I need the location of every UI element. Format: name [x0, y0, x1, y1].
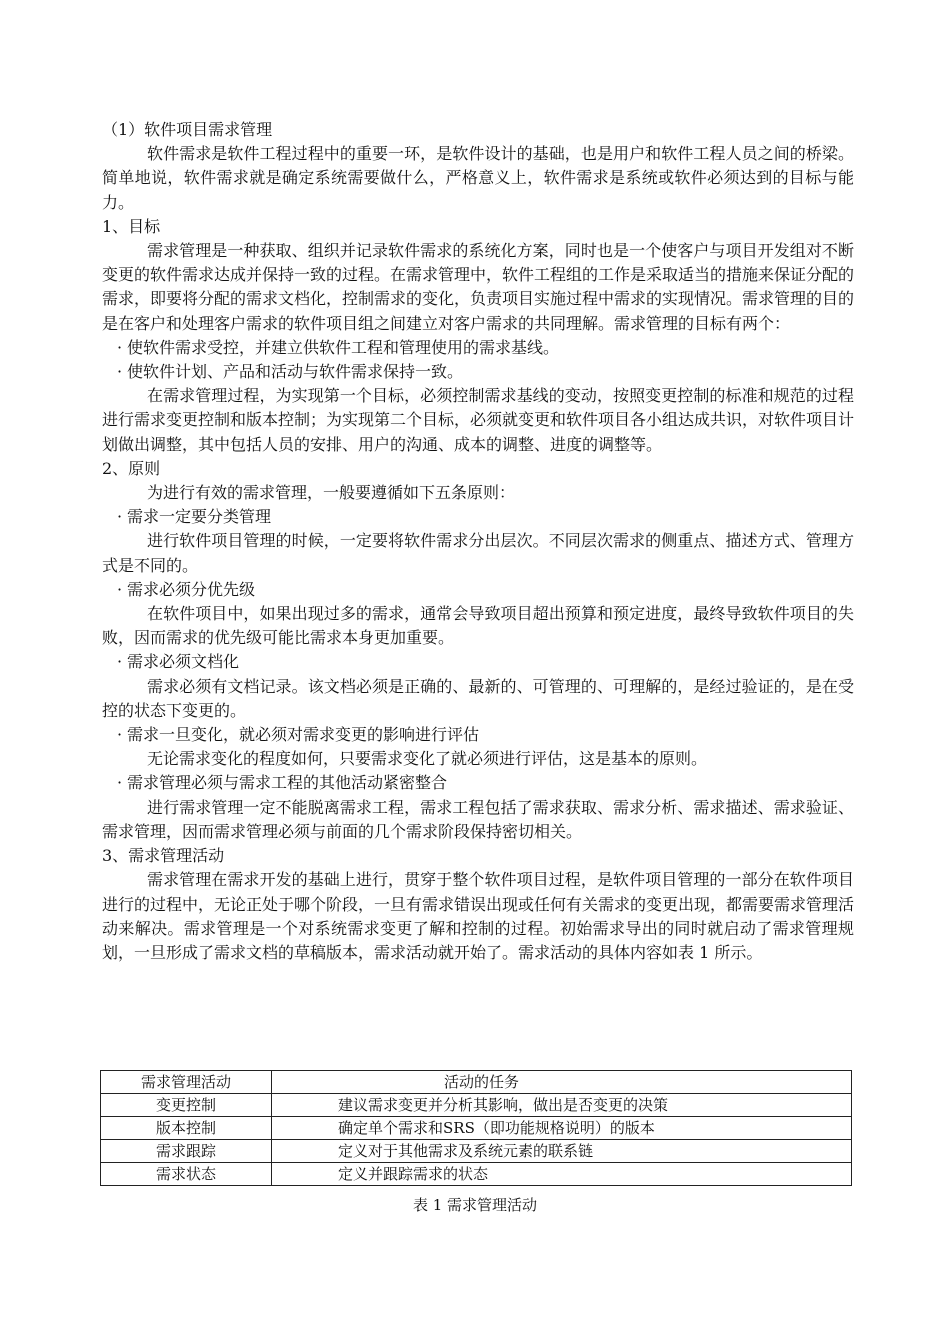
activities-paragraph: 需求管理在需求开发的基础上进行，贯穿于整个软件项目过程，是软件项目管理的一部分在软件项目进行的过程中，无论正处于哪个阶段，一旦有需求错误出现或任何有关需求的变更出现，都需要需求管理活动来解决。需求管理是一个对系统需求变更了解和控制的过程。初始需求导出的同时就启动了需求管理规划，一旦形成了需求文档的草稿版本，需求活动就开始了。需求活动的具体内容如表 1 所示。 [102, 870, 855, 962]
bullet-mark: · [117, 507, 123, 527]
goal-bullet [102, 336, 854, 360]
table-cell-task: 确定单个需求和SRS（即功能规格说明）的版本 [272, 1117, 852, 1140]
principle-title-text: 需求一定要分类管理 [127, 507, 272, 527]
table-header-activity: 需求管理活动 [101, 1071, 272, 1094]
principle-text: 在软件项目中，如果出现过多的需求，通常会导致项目超出预算和预定进度，最终导致软件项目的失败，因而需求的优先级可能比需求本身更加重要。 [102, 604, 854, 648]
table-cell-task: 定义并跟踪需求的状态 [272, 1163, 852, 1186]
table-header-task: 活动的任务 [272, 1071, 852, 1094]
table-header-row [101, 1071, 852, 1094]
principle-text: 无论需求变化的程度如何，只要需求变化了就必须进行评估，这是基本的原则。 [147, 749, 708, 769]
principle-title-text: 需求必须文档化 [127, 652, 240, 672]
principle-title [102, 723, 854, 747]
table-cell-activity: 变更控制 [101, 1094, 272, 1117]
bullet-mark: · [117, 725, 123, 745]
goal-heading: 1、目标 [102, 216, 161, 236]
principle-title [102, 505, 854, 529]
goal-bullet-text: 使软件计划、产品和活动与软件需求保持一致。 [127, 362, 464, 382]
table-cell-task: 定义对于其他需求及系统元素的联系链 [272, 1140, 852, 1163]
bullet-mark: · [117, 652, 123, 672]
principle-title-text: 需求管理必须与需求工程的其他活动紧密整合 [127, 773, 448, 793]
bullet-mark: · [117, 579, 123, 599]
table-cell-task: 建议需求变更并分析其影响，做出是否变更的决策 [272, 1094, 852, 1117]
principle-title [102, 650, 854, 674]
activities-heading: 3、需求管理活动 [102, 846, 225, 866]
section-title: （1）软件项目需求管理 [102, 120, 273, 139]
activities-table [100, 1070, 852, 1186]
principle-title [102, 578, 854, 602]
table-row [101, 1094, 852, 1117]
intro-paragraph: 软件需求是软件工程过程中的重要一环，是软件设计的基础，也是用户和软件工程人员之间的桥梁。简单地说，软件需求就是确定系统需要做什么，严格意义上，软件需求是系统或软件必须达到的目标与能力。 [102, 144, 854, 212]
goal-paragraph-2: 在需求管理过程，为实现第一个目标，必须控制需求基线的变动，按照变更控制的标准和规范的过程进行需求变更控制和版本控制；为实现第二个目标，必须就变更和软件项目各小组达成共识，对软件项目计划做出调整，其中包括人员的安排、用户的沟通、成本的调整、进度的调整等。 [102, 386, 855, 454]
principle-title-text: 需求必须分优先级 [127, 579, 256, 599]
table-cell-activity: 需求跟踪 [101, 1140, 272, 1163]
principle-title-text: 需求一旦变化，就必须对需求变更的影响进行评估 [127, 725, 480, 745]
goal-bullet [102, 360, 854, 384]
table-cell-activity: 需求状态 [101, 1163, 272, 1186]
bullet-mark: · [117, 337, 123, 357]
bullet-mark: · [117, 773, 123, 793]
table-cell-activity: 版本控制 [101, 1117, 272, 1140]
goal-paragraph: 需求管理是一种获取、组织并记录软件需求的系统化方案，同时也是一个使客户与项目开发组对不断变更的软件需求达成并保持一致的过程。在需求管理中，软件工程组的工作是采取适当的措施来保证分配的需求，即要将分配的需求文档化，控制需求的变化，负责项目实施过程中需求的实现情况。需求管理的目的是在客户和处理客户需求的软件项目组之间建立对客户需求的共同理解。需求管理的目标有两个： [102, 241, 855, 333]
principles-intro: 为进行有效的需求管理，一般要遵循如下五条原则： [147, 483, 516, 503]
table-caption: 表 1 需求管理活动 [412, 1196, 538, 1214]
principle-text: 进行需求管理一定不能脱离需求工程，需求工程包括了需求获取、需求分析、需求描述、需求验证、需求管理，因而需求管理必须与前面的几个需求阶段保持密切相关。 [102, 797, 854, 841]
table-row [101, 1117, 852, 1140]
bullet-mark: · [117, 362, 123, 382]
table-row [101, 1140, 852, 1163]
document-body [102, 118, 854, 965]
table-row [101, 1163, 852, 1186]
principle-text: 需求必须有文档记录。该文档必须是正确的、最新的、可管理的、可理解的，是经过验证的，是在受控的状态下变更的。 [102, 676, 854, 720]
principles-heading: 2、原则 [102, 458, 161, 478]
principle-title [102, 771, 854, 795]
principle-text: 进行软件项目管理的时候，一定要将软件需求分出层次。不同层次需求的侧重点、描述方式、管理方式是不同的。 [102, 531, 854, 575]
goal-bullet-text: 使软件需求受控，并建立供软件工程和管理使用的需求基线。 [127, 337, 560, 357]
